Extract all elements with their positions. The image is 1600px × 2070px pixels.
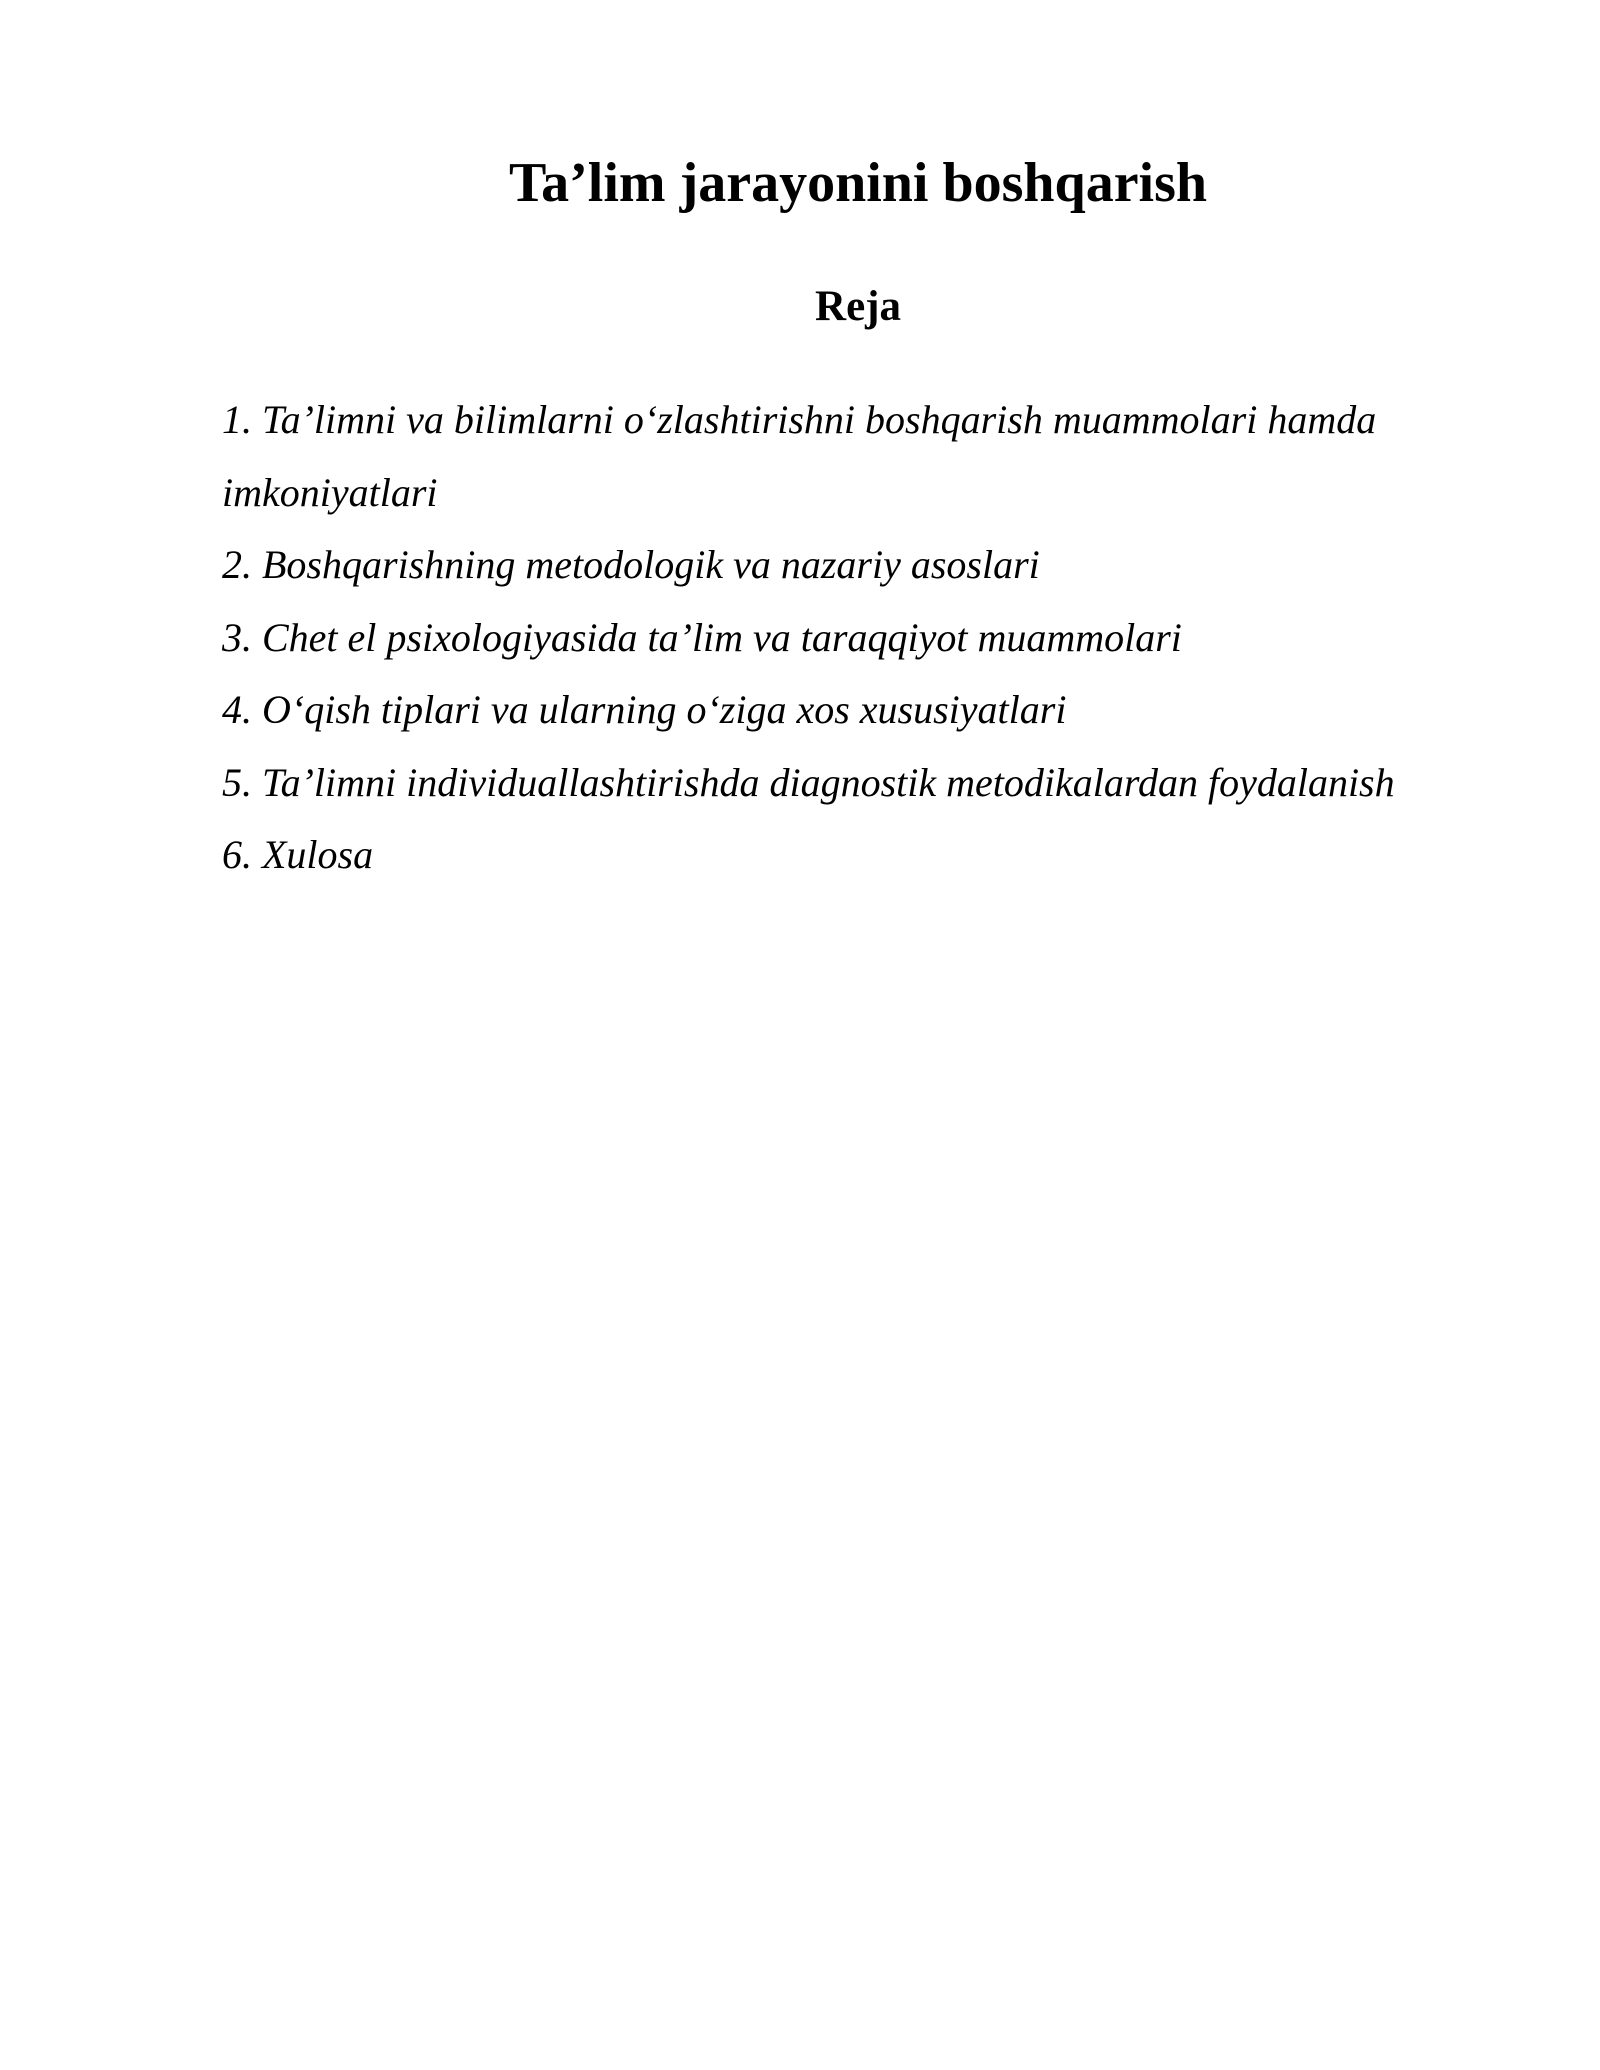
plan-item: 6. Xulosa <box>222 832 374 877</box>
plan-item: 3. Chet el psixologiyasida ta’lim va taraqqiyot muammolari <box>222 614 1182 660</box>
plan-item: 4. O‘qish tiplari va ularning o‘ziga xos xususiyatlari <box>222 687 1067 732</box>
plan-item: 1. Ta’limni va bilimlarni o‘zlashtirishni boshqarish muammolari hamda imkoniyatlari <box>222 397 1377 515</box>
plan-list <box>222 384 1472 892</box>
plan-heading: Reja <box>815 283 901 330</box>
plan-item: 5. Ta’limni individuallashtirishda diagnostik metodikalardan foydalanish <box>222 759 1395 805</box>
plan-item: 2. Boshqarishning metodologik va nazariy asoslari <box>222 542 1040 587</box>
document-title: Ta’lim jarayonini boshqarish <box>508 152 1208 214</box>
